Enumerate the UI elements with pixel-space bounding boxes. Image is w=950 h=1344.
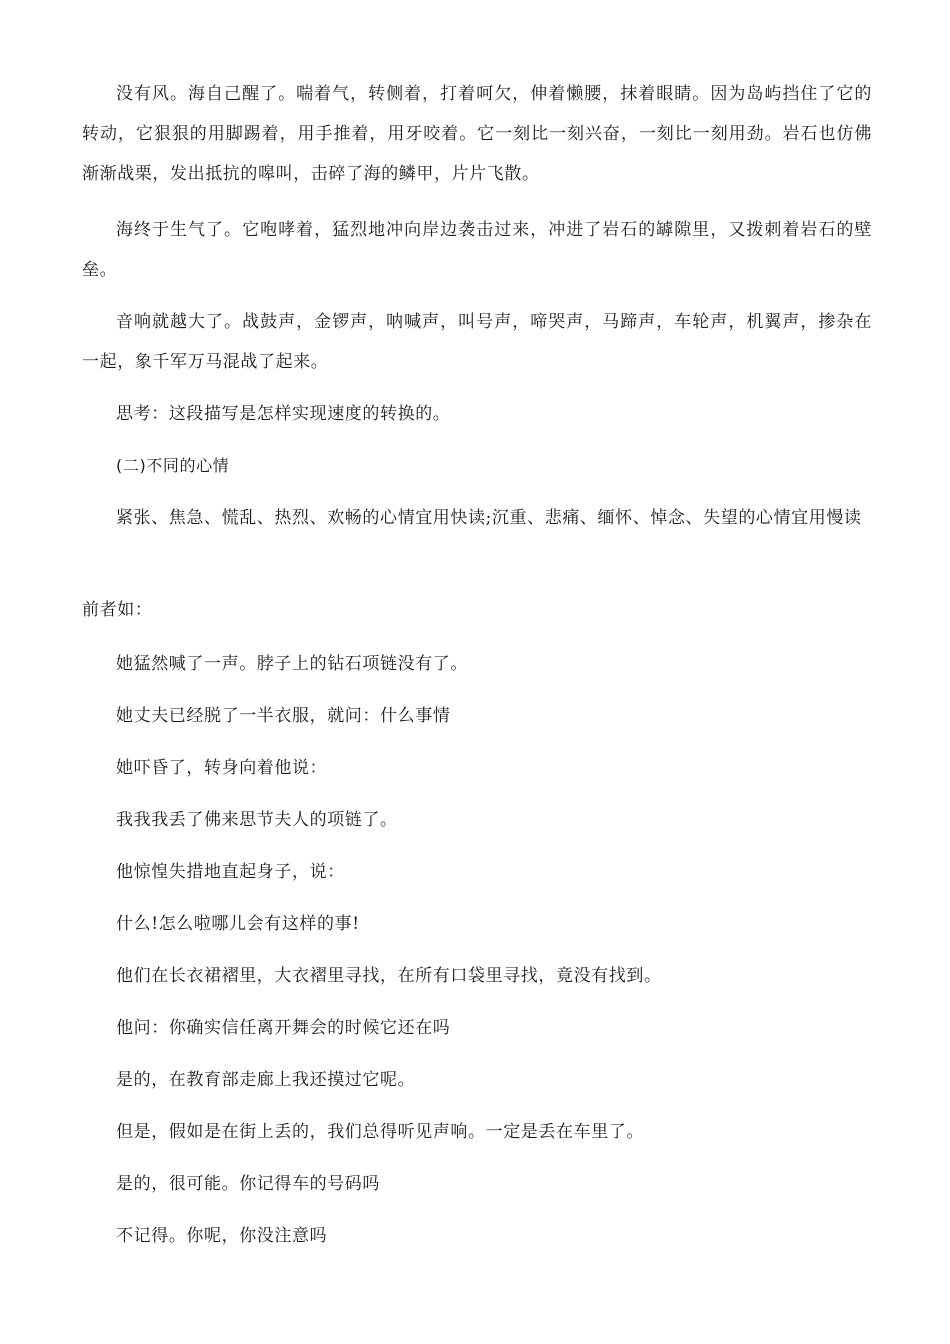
- dialogue-line: 她猛然喊了一声。脖子上的钻石项链没有了。: [116, 654, 468, 674]
- dialogue-line: 不记得。你呢，你没注意吗: [116, 1226, 328, 1246]
- dialogue-line: 他们在长衣裙褶里，大衣褶里寻找，在所有口袋里寻找，竟没有找到。: [116, 966, 662, 986]
- paragraph-sound-louder: 音响就越大了。战鼓声，金锣声，呐喊声，叫号声，啼哭声，马蹄声，车轮声，机翼声，掺杂在一起，象千军万马混战了起来。: [82, 312, 872, 372]
- paragraph-sea-awakens: 没有风。海自己醒了。喘着气，转侧着，打着呵欠，伸着懒腰，抹着眼睛。因为岛屿挡住了它的转动，它狠狠的用脚踢着，用手推着，用牙咬着。它一刻比一刻兴奋，一刻比一刻用劲。岩石也仿佛渐渐战栗，发出抵抗的嗥叫，击碎了海的鳞甲，片片飞散。: [82, 84, 872, 184]
- paragraph-sea-angry: 海终于生气了。它咆哮着，猛烈地冲向岸边袭击过来，冲进了岩石的罅隙里，又拨刺着岩石的壁垒。: [82, 220, 872, 280]
- paragraph-former-example: 前者如：: [82, 600, 153, 620]
- paragraph-mood-speed: 紧张、焦急、慌乱、热烈、欢畅的心情宜用快读;沉重、悲痛、缅怀、悼念、失望的心情宜用慢读: [116, 508, 862, 528]
- dialogue-line: 我我我丢了佛来思节夫人的项链了。: [116, 810, 398, 830]
- paragraph-think-question: 思考：这段描写是怎样实现速度的转换的。: [116, 404, 451, 424]
- dialogue-line: 是的，在教育部走廊上我还摸过它呢。: [116, 1070, 416, 1090]
- dialogue-line: 他问：你确实信任离开舞会的时候它还在吗: [116, 1018, 451, 1038]
- dialogue-line: 是的，很可能。你记得车的号码吗: [116, 1174, 380, 1194]
- dialogue-line: 但是，假如是在街上丢的，我们总得听见声响。一定是丢在车里了。: [116, 1122, 644, 1142]
- section-heading-moods: (二)不同的心情: [116, 456, 230, 475]
- dialogue-line: 她丈夫已经脱了一半衣服，就问：什么事情: [116, 706, 451, 726]
- dialogue-line: 什么!怎么啦哪儿会有这样的事!: [116, 914, 360, 934]
- dialogue-line: 她吓昏了，转身向着他说：: [116, 758, 328, 778]
- dialogue-line: 他惊惶失措地直起身子，说：: [116, 862, 345, 882]
